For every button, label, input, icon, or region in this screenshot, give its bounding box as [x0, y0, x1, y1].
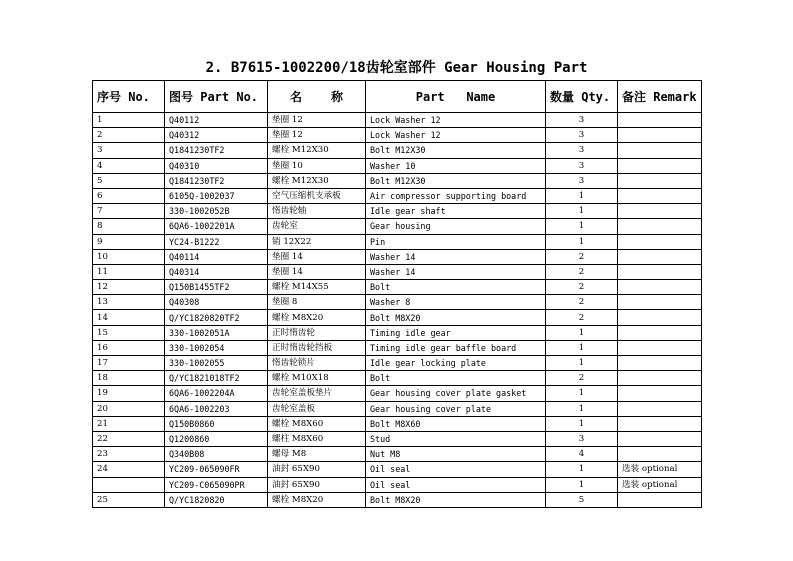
cell-name-cn: 销 12X22	[268, 234, 366, 249]
cell-part-no: Q40112	[165, 113, 268, 128]
cell-no: 17	[93, 356, 165, 371]
cell-qty: 5	[546, 492, 618, 507]
table-row	[93, 113, 702, 128]
cell-part-no: 6QA6-1002201A	[165, 219, 268, 234]
cell-no: 21	[93, 416, 165, 431]
cell-name-en: Gear housing cover plate	[366, 401, 546, 416]
parts-table	[92, 80, 702, 508]
cell-name-cn: 齿轮室盖板	[268, 401, 366, 416]
cell-name-en: Lock Washer 12	[366, 113, 546, 128]
cell-part-no: 6105Q-1002037	[165, 188, 268, 203]
table-row	[93, 280, 702, 295]
cell-name-cn: 垫圈 14	[268, 264, 366, 279]
table-row	[93, 249, 702, 264]
cell-name-en: Washer 10	[366, 158, 546, 173]
cell-name-en: Bolt M8X20	[366, 492, 546, 507]
cell-remark	[618, 401, 702, 416]
cell-name-cn: 齿轮室盖板垫片	[268, 386, 366, 401]
table-row	[93, 173, 702, 188]
cell-no: 1	[93, 113, 165, 128]
cell-name-en: Oil seal	[366, 477, 546, 492]
cell-part-no: 330-1002052B	[165, 204, 268, 219]
table-row	[93, 462, 702, 477]
cell-name-cn: 油封 65X90	[268, 477, 366, 492]
cell-name-cn: 惰齿轮轴	[268, 204, 366, 219]
cell-no: 4	[93, 158, 165, 173]
cell-name-en: Idle gear shaft	[366, 204, 546, 219]
cell-name-cn: 垫圈 12	[268, 128, 366, 143]
header-seq: 序号 No.	[93, 81, 165, 113]
table-row	[93, 325, 702, 340]
cell-name-en: Stud	[366, 431, 546, 446]
cell-no: 15	[93, 325, 165, 340]
cell-no: 13	[93, 295, 165, 310]
cell-name-en: Air compressor supporting board	[366, 188, 546, 203]
table-row	[93, 295, 702, 310]
cell-part-no: Q40308	[165, 295, 268, 310]
cell-name-cn: 螺栓 M12X30	[268, 143, 366, 158]
cell-qty: 1	[546, 325, 618, 340]
cell-remark	[618, 143, 702, 158]
cell-remark	[618, 280, 702, 295]
cell-qty: 1	[546, 188, 618, 203]
table-row	[93, 431, 702, 446]
cell-qty: 1	[546, 340, 618, 355]
cell-name-en: Gear housing	[366, 219, 546, 234]
cell-remark	[618, 431, 702, 446]
cell-qty: 3	[546, 143, 618, 158]
cell-no: 25	[93, 492, 165, 507]
cell-qty: 3	[546, 158, 618, 173]
cell-no: 12	[93, 280, 165, 295]
cell-part-no: Q1841230TF2	[165, 173, 268, 188]
cell-name-cn: 螺柱 M8X60	[268, 431, 366, 446]
cell-remark	[618, 158, 702, 173]
cell-name-en: Idle gear locking plate	[366, 356, 546, 371]
cell-no: 22	[93, 431, 165, 446]
cell-name-cn: 垫圈 14	[268, 249, 366, 264]
cell-qty: 4	[546, 447, 618, 462]
cell-remark: 选装 optional	[618, 462, 702, 477]
table-row	[93, 234, 702, 249]
table-row	[93, 416, 702, 431]
cell-no: 16	[93, 340, 165, 355]
cell-no: 2	[93, 128, 165, 143]
cell-name-cn: 垫圈 8	[268, 295, 366, 310]
cell-no: 20	[93, 401, 165, 416]
cell-remark	[618, 249, 702, 264]
cell-remark	[618, 295, 702, 310]
cell-qty: 1	[546, 386, 618, 401]
cell-qty: 2	[546, 371, 618, 386]
cell-remark	[618, 113, 702, 128]
cell-no: 24	[93, 462, 165, 477]
cell-name-en: Bolt M12X30	[366, 143, 546, 158]
cell-no: 7	[93, 204, 165, 219]
table-row	[93, 219, 702, 234]
cell-remark: 选装 optional	[618, 477, 702, 492]
table-row	[93, 143, 702, 158]
cell-part-no: Q/YC1820820	[165, 492, 268, 507]
cell-name-en: Oil seal	[366, 462, 546, 477]
cell-remark	[618, 340, 702, 355]
cell-no: 18	[93, 371, 165, 386]
cell-qty: 3	[546, 431, 618, 446]
table-header-row	[93, 81, 702, 113]
cell-remark	[618, 188, 702, 203]
cell-part-no: 6QA6-1002204A	[165, 386, 268, 401]
cell-name-en: Washer 8	[366, 295, 546, 310]
cell-no: 23	[93, 447, 165, 462]
cell-qty: 2	[546, 280, 618, 295]
table-row	[93, 477, 702, 492]
cell-name-cn: 螺栓 M8X20	[268, 310, 366, 325]
table-row	[93, 264, 702, 279]
cell-part-no: Q340B08	[165, 447, 268, 462]
cell-no: 9	[93, 234, 165, 249]
cell-qty: 2	[546, 295, 618, 310]
cell-remark	[618, 173, 702, 188]
cell-name-cn: 空气压缩机支承板	[268, 188, 366, 203]
cell-name-en: Washer 14	[366, 249, 546, 264]
cell-no: 19	[93, 386, 165, 401]
cell-qty: 3	[546, 128, 618, 143]
cell-name-cn: 螺栓 M10X18	[268, 371, 366, 386]
cell-remark	[618, 310, 702, 325]
cell-name-cn: 垫圈 10	[268, 158, 366, 173]
cell-part-no: Q40114	[165, 249, 268, 264]
cell-part-no: Q150B1455TF2	[165, 280, 268, 295]
cell-remark	[618, 447, 702, 462]
cell-name-en: Timing idle gear baffle board	[366, 340, 546, 355]
cell-name-cn: 螺栓 M12X30	[268, 173, 366, 188]
cell-qty: 3	[546, 173, 618, 188]
cell-name-cn: 螺母 M8	[268, 447, 366, 462]
cell-part-no: Q1200860	[165, 431, 268, 446]
table-row	[93, 386, 702, 401]
header-part-no: 图号 Part No.	[165, 81, 268, 113]
cell-qty: 1	[546, 234, 618, 249]
cell-qty: 1	[546, 462, 618, 477]
cell-remark	[618, 492, 702, 507]
cell-remark	[618, 371, 702, 386]
table-row	[93, 128, 702, 143]
cell-qty: 1	[546, 356, 618, 371]
cell-remark	[618, 356, 702, 371]
table-row	[93, 492, 702, 507]
cell-remark	[618, 219, 702, 234]
cell-remark	[618, 204, 702, 219]
cell-name-en: Bolt M12X30	[366, 173, 546, 188]
header-part-name: Part Name	[366, 81, 546, 113]
cell-part-no: 330-1002055	[165, 356, 268, 371]
table-row	[93, 356, 702, 371]
cell-qty: 1	[546, 204, 618, 219]
cell-name-cn: 正时惰齿轮挡板	[268, 340, 366, 355]
cell-no	[93, 477, 165, 492]
cell-qty: 1	[546, 401, 618, 416]
cell-part-no: YC24-B1222	[165, 234, 268, 249]
table-row	[93, 447, 702, 462]
header-name-cn: 名 称	[268, 81, 366, 113]
cell-qty: 3	[546, 113, 618, 128]
cell-qty: 2	[546, 310, 618, 325]
cell-name-cn: 正时惰齿轮	[268, 325, 366, 340]
cell-name-en: Nut M8	[366, 447, 546, 462]
cell-name-en: Bolt	[366, 371, 546, 386]
cell-part-no: Q40312	[165, 128, 268, 143]
cell-name-cn: 螺栓 M14X55	[268, 280, 366, 295]
cell-qty: 2	[546, 264, 618, 279]
cell-name-en: Lock Washer 12	[366, 128, 546, 143]
cell-name-en: Bolt M8X20	[366, 310, 546, 325]
cell-qty: 2	[546, 249, 618, 264]
table-row	[93, 340, 702, 355]
cell-no: 10	[93, 249, 165, 264]
cell-qty: 1	[546, 477, 618, 492]
cell-part-no: 330-1002051A	[165, 325, 268, 340]
cell-remark	[618, 386, 702, 401]
cell-part-no: 330-1002054	[165, 340, 268, 355]
cell-qty: 1	[546, 416, 618, 431]
cell-name-en: Washer 14	[366, 264, 546, 279]
cell-part-no: Q40314	[165, 264, 268, 279]
cell-name-cn: 螺栓 M8X60	[268, 416, 366, 431]
cell-part-no: Q40310	[165, 158, 268, 173]
cell-no: 8	[93, 219, 165, 234]
cell-name-en: Pin	[366, 234, 546, 249]
cell-qty: 1	[546, 219, 618, 234]
cell-name-cn: 惰齿轮锁片	[268, 356, 366, 371]
cell-part-no: YC209-065090FR	[165, 462, 268, 477]
cell-part-no: YC209-C065090PR	[165, 477, 268, 492]
header-qty: 数量 Qty.	[546, 81, 618, 113]
table-row	[93, 401, 702, 416]
cell-part-no: Q/YC1821018TF2	[165, 371, 268, 386]
table-row	[93, 371, 702, 386]
cell-no: 6	[93, 188, 165, 203]
cell-no: 14	[93, 310, 165, 325]
cell-name-en: Bolt M8X60	[366, 416, 546, 431]
table-row	[93, 310, 702, 325]
cell-name-cn: 齿轮室	[268, 219, 366, 234]
cell-name-cn: 垫圈 12	[268, 113, 366, 128]
cell-name-cn: 螺栓 M8X20	[268, 492, 366, 507]
cell-remark	[618, 128, 702, 143]
cell-remark	[618, 234, 702, 249]
cell-name-en: Gear housing cover plate gasket	[366, 386, 546, 401]
cell-remark	[618, 264, 702, 279]
cell-remark	[618, 325, 702, 340]
cell-no: 5	[93, 173, 165, 188]
cell-remark	[618, 416, 702, 431]
cell-no: 3	[93, 143, 165, 158]
cell-name-en: Timing idle gear	[366, 325, 546, 340]
table-row	[93, 188, 702, 203]
cell-part-no: 6QA6-1002203	[165, 401, 268, 416]
cell-part-no: Q/YC1820820TF2	[165, 310, 268, 325]
cell-part-no: Q1841230TF2	[165, 143, 268, 158]
table-row	[93, 158, 702, 173]
cell-no: 11	[93, 264, 165, 279]
cell-name-en: Bolt	[366, 280, 546, 295]
table-row	[93, 204, 702, 219]
cell-part-no: Q150B0860	[165, 416, 268, 431]
header-remark: 备注 Remark	[618, 81, 702, 113]
cell-name-cn: 油封 65X90	[268, 462, 366, 477]
page-title: 2. B7615-1002200/18齿轮室部件 Gear Housing Part	[205, 60, 588, 76]
